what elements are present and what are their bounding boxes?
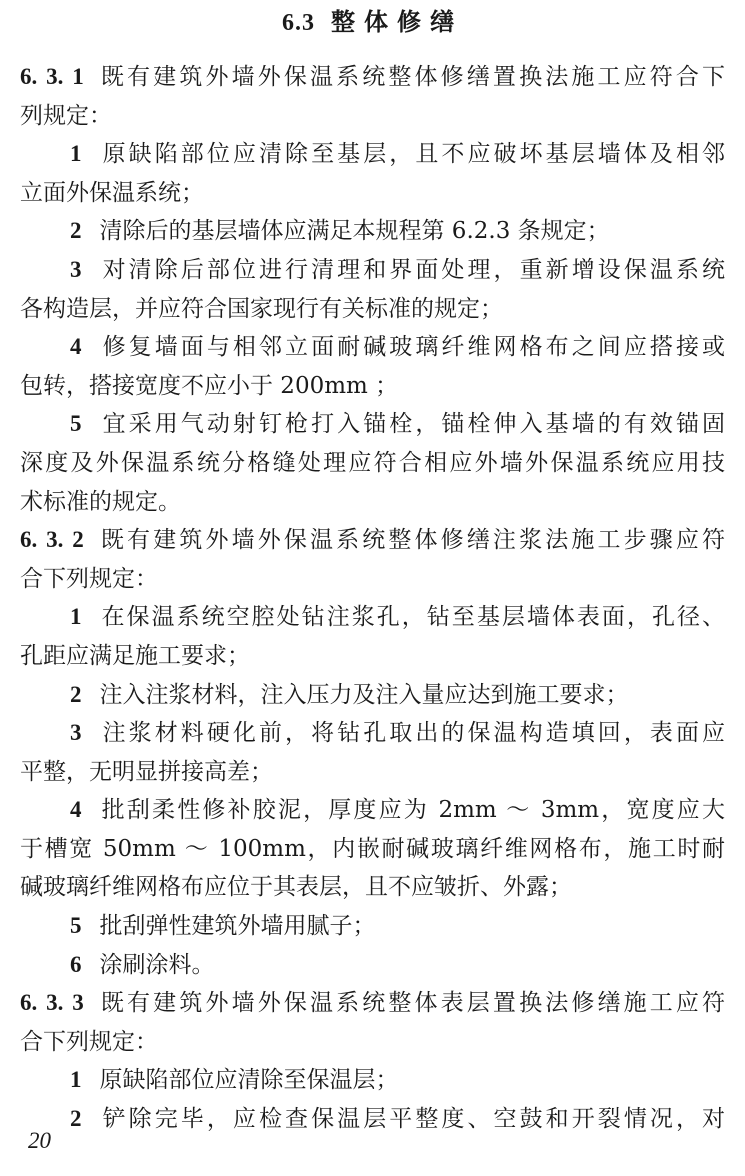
item-continuation: 于槽宽 50mm ～ 100mm，内嵌耐碱玻璃纤维网格布，施工时耐 [20,835,725,862]
item-number: 4 [70,334,82,360]
section-number: 6.3 [282,10,315,36]
item-number: 2 [70,681,82,707]
clause-number: 6. 3. 1 [20,64,84,89]
item-number: 5 [70,913,82,939]
item-line: 2 铲除完毕，应检查保温层平整度、空鼓和开裂情况，对 [70,1106,725,1133]
item-continuation: 立面外保温系统； [20,179,204,206]
item-number: 1 [70,1067,82,1093]
item-number: 3 [70,720,82,746]
document-body [20,58,725,1139]
item-line: 4 批刮柔性修补胶泥，厚度应为 2mm ～ 3mm，宽度应大 [70,797,725,824]
item-line: 5 批刮弹性建筑外墙用腻子； [70,913,376,940]
item-line: 1 原缺陷部位应清除至基层，且不应破坏基层墙体及相邻 [70,141,725,168]
item-continuation: 包转，搭接宽度不应小于 200mm ； [20,372,399,399]
clause-number: 6. 3. 3 [20,990,84,1016]
item-continuation: 碱玻璃纤维网格布应位于其表层，且不应皱折、外露； [20,874,572,901]
clause-6-3-2-line-2: 合下列规定： [20,565,158,592]
clause-6-3-1-line-2: 列规定： [20,102,112,129]
clause-number: 6. 3. 2 [20,527,84,553]
clause-6-3-3-line-1: 6. 3. 3 既有建筑外墙外保温系统整体表层置换法修缮施工应符 [20,990,725,1017]
item-continuation: 各构造层，并应符合国家现行有关标准的规定； [20,295,503,322]
clause-6-3-2-line-1: 6. 3. 2 既有建筑外墙外保温系统整体修缮注浆法施工步骤应符 [20,527,725,554]
document-page [20,0,725,1176]
section-title [20,4,725,40]
item-line: 3 注浆材料硬化前，将钻孔取出的保温构造填回，表面应 [70,720,725,747]
section-title-text: 整体修缮 [331,7,463,36]
item-line: 6 涂刷涂料。 [70,951,215,978]
item-line: 5 宜采用气动射钉枪打入锚栓，锚栓伸入基墙的有效锚固 [70,411,725,438]
item-number: 1 [70,604,82,630]
item-number: 1 [70,141,82,167]
item-number: 4 [70,797,82,823]
clause-6-3-3-line-2: 合下列规定： [20,1028,158,1055]
item-number: 6 [70,951,82,977]
item-line: 1 原缺陷部位应清除至保温层； [70,1067,399,1094]
item-line: 2 清除后的基层墙体应满足本规程第 6.2.3 条规定； [70,218,610,245]
item-number: 3 [70,256,82,282]
item-continuation: 深度及外保温系统分格缝处理应符合相应外墙外保温系统应用技 [20,449,725,476]
page-number: 20 [28,1128,51,1153]
item-line: 1 在保温系统空腔处钻注浆孔，钻至基层墙体表面，孔径、 [70,604,725,631]
item-continuation: 术标准的规定。 [20,488,181,515]
item-continuation: 孔距应满足施工要求； [20,642,250,669]
item-number: 5 [70,411,82,437]
item-line: 3 对清除后部位进行清理和界面处理，重新增设保温系统 [70,256,725,283]
item-number: 2 [70,218,82,244]
item-line: 2 注入注浆材料，注入压力及注入量应达到施工要求； [70,681,629,708]
item-continuation: 平整，无明显拼接高差； [20,758,273,785]
clause-6-3-1-line-1: 6. 3. 1 既有建筑外墙外保温系统整体修缮置换法施工应符合下 [20,64,725,90]
item-line: 4 修复墙面与相邻立面耐碱玻璃纤维网格布之间应搭接或 [70,334,725,361]
item-number: 2 [70,1106,82,1132]
